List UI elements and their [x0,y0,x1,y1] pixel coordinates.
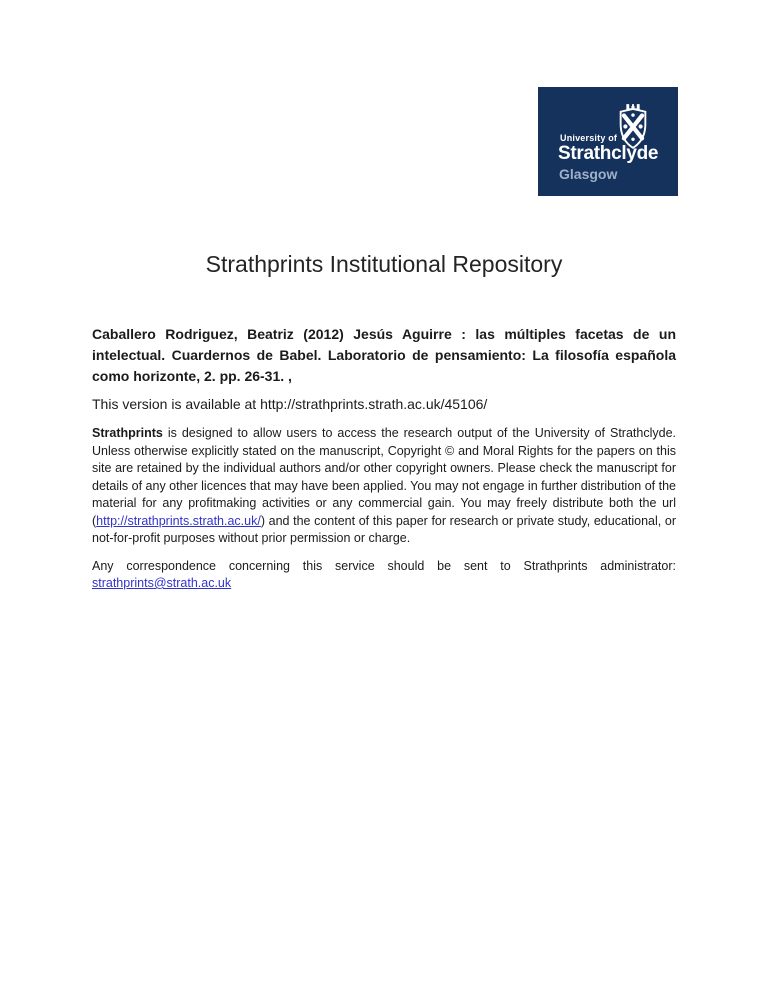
copyright-paragraph [92,425,676,548]
copyright-text-before-link: is designed to allow users to access the research output of the University of Strathclyde. Unless otherwise explicitly stated on the manuscript, Copyright © and Moral Rights for the papers on this site are retained by the individual authors and/or other copyright owners. Please check the manuscript for details of any other licences that may have been applied. You may not engage in further distribution of the material for any profitmaking activities or any commercial gain. You may freely distribute both the url ( [92,426,676,528]
logo-strathclyde-text: Strathclyde [558,143,659,164]
correspondence-text: Any correspondence concerning this service should be sent to Strathprints administrator: [92,558,676,573]
strathprints-url-link[interactable]: http://strathprints.strath.ac.uk/ [96,513,261,528]
correspondence-paragraph [92,558,676,593]
document-body [92,324,676,603]
logo-university-of-text: University of [560,133,618,143]
strathclyde-logo [538,87,678,196]
page-title: Strathprints Institutional Repository [205,251,563,277]
logo-glasgow-text: Glasgow [559,166,618,182]
availability-text: This version is available at http://strathprints.strath.ac.uk/45106/ [92,396,488,412]
copyright-text-after-link: ) and the content of this paper for research or private study, educational, or not-for-profit purposes without prior permission or charge. [92,513,676,545]
citation-text: Caballero Rodriguez, Beatriz (2012) Jesús Aguirre : las múltiples facetas de un intelectual. Cuardernos de Babel. Laboratorio de pensamiento: La filosofía española como horizonte, 2. pp. 26-31. , [92,326,676,384]
strathprints-lead-word: Strathprints [92,426,163,440]
admin-email-link[interactable]: strathprints@strath.ac.uk [92,576,232,590]
